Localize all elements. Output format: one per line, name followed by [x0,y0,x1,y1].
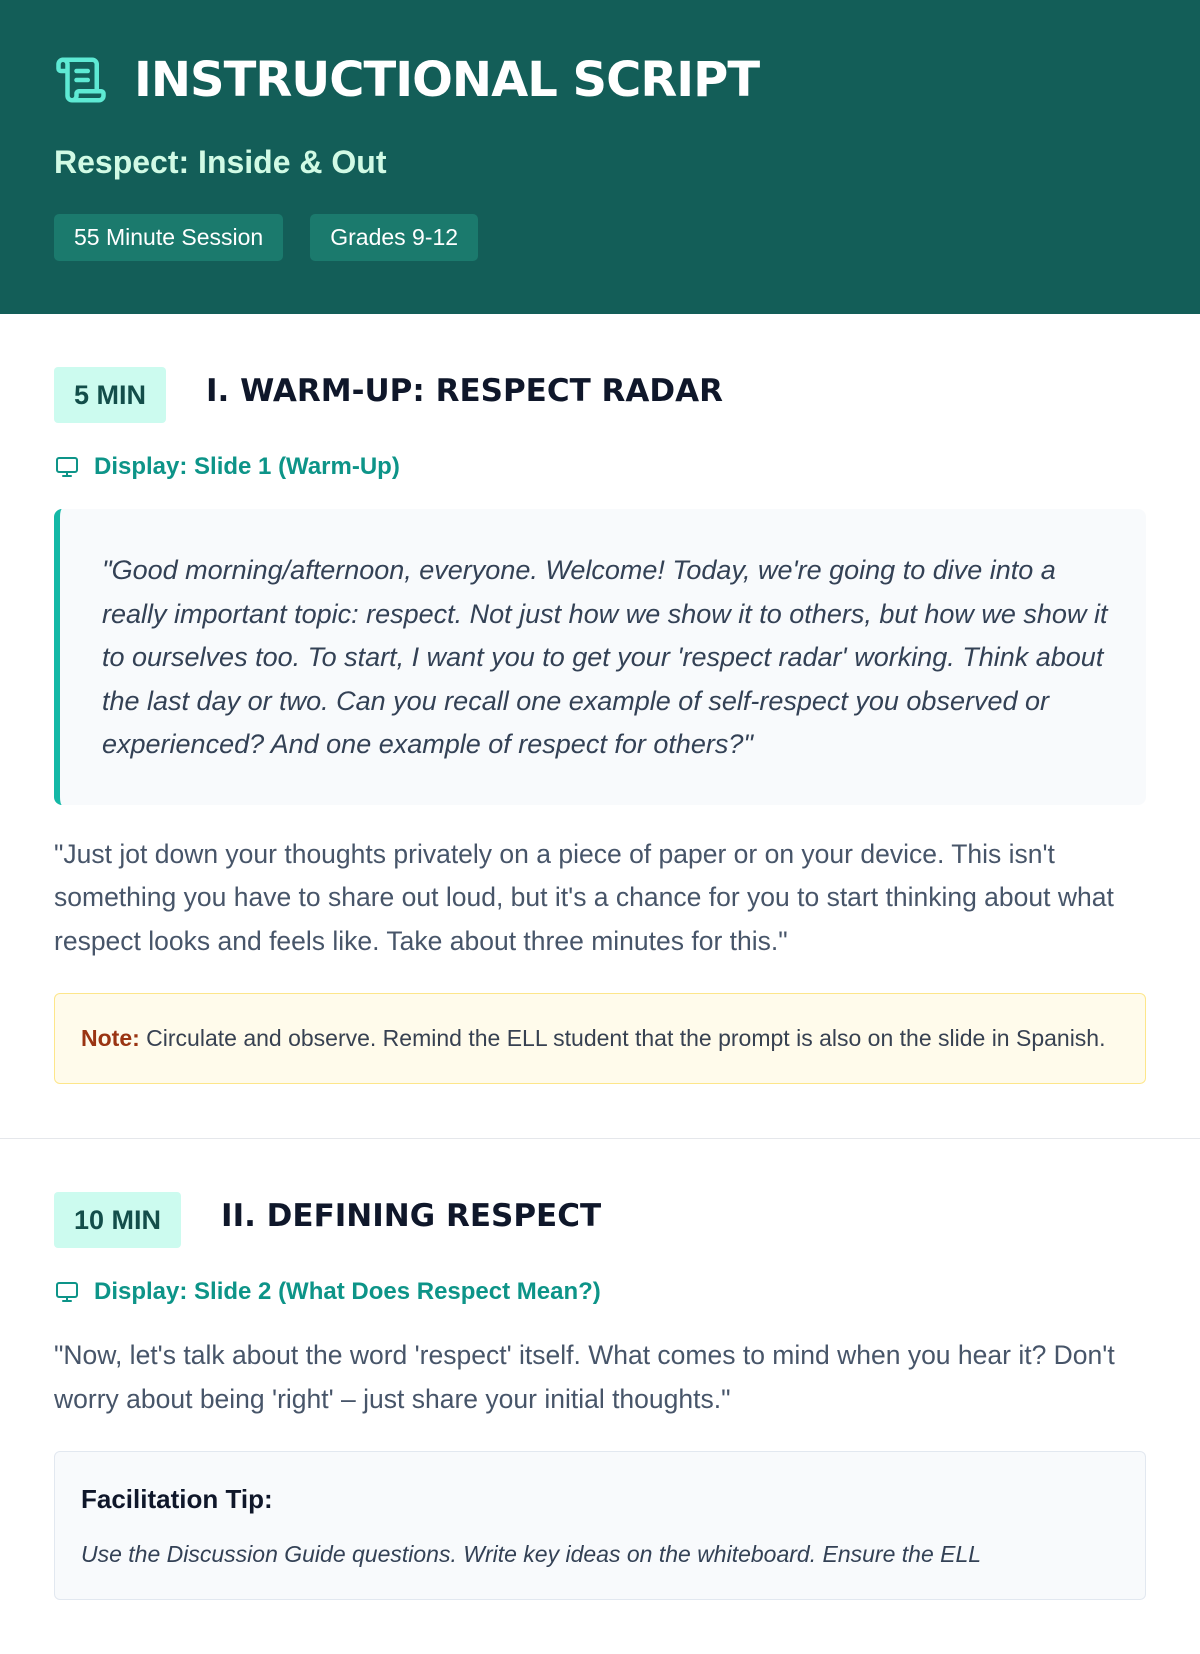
title-row [54,52,759,108]
page-title: INSTRUCTIONAL SCRIPT [134,52,760,108]
script-quote: "Good morning/afternoon, everyone. Welcome! Today, we're going to dive into a really important topic: respect. Not just how we show it to others, but how we show it to ourselves too. To start, I want you to get your 'respect radar' working. Think about the last day or two. Can you recall one example of self-respect you observed or experienced? And one example of respect for others?" [54,509,1146,805]
session-length-tag: 55 Minute Session [54,214,283,261]
tip-title: Facilitation Tip: [81,1484,273,1514]
note-label: Note: [81,1025,140,1051]
facilitation-tip-box [54,1451,1146,1600]
script-text: "Just jot down your thoughts privately on a piece of paper or on your device. This isn't something you have to share out loud, but it's a chance for you to start thinking about what respect looks and feels like. Take about three minutes for this." [54,838,1114,956]
time-badge: 5 MIN [54,367,166,423]
display-instruction [54,453,1146,481]
monitor-icon [54,455,80,479]
time-badge: 10 MIN [54,1192,181,1248]
section-heading [54,367,1146,423]
page-subtitle: Respect: Inside & Out [54,144,387,180]
tip-text: Use the Discussion Guide questions. Write key ideas on the whiteboard. Ensure the ELL [81,1541,982,1567]
section-defining-respect [0,1138,1200,1654]
section-warm-up [0,314,1200,1138]
section-title: I. WARM-UP: RESPECT RADAR [206,373,723,409]
section-heading [54,1192,1146,1248]
note-text: Circulate and observe. Remind the ELL student that the prompt is also on the slide in Spanish. [146,1025,1106,1051]
section-title: II. DEFINING RESPECT [221,1198,602,1234]
display-label: Display: Slide 2 (What Does Respect Mean?) [94,1278,601,1305]
grade-level-tag: Grades 9-12 [310,214,478,261]
script-text: "Now, let's talk about the word 'respect' itself. What comes to mind when you hear it? Don't worry about being 'right' – just share your initial thoughts." [54,1340,1115,1414]
tag-list [54,214,505,261]
display-label: Display: Slide 1 (Warm-Up) [94,453,400,480]
note-box [54,993,1146,1084]
display-instruction [54,1278,1146,1306]
scroll-icon [54,53,108,107]
monitor-icon [54,1280,80,1304]
header [0,0,1200,314]
